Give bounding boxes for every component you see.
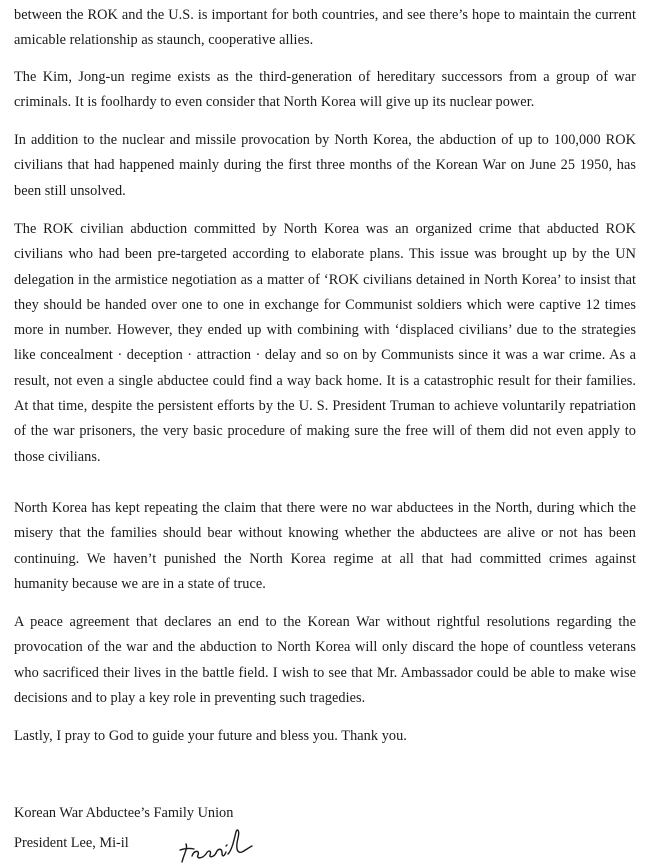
paragraph-alliance: between the ROK and the U.S. is important for both countries, and see there’s hope to maintain the current amicable relationship as staunch, cooperative allies. — [14, 7, 636, 49]
paragraph-abduction-intro: In addition to the nuclear and missile provocation by North Korea, the abduction of up to 100,000 ROK civilians that had happened mainly during the first three months of the Korean War on June 25 1950, has been still unsolved. — [14, 132, 636, 199]
paragraph-peace-agreement: A peace agreement that declares an end to the Korean War without rightful resolutions regarding the provocation of the war and the abduction to North Korea will only discard the hope of countless veterans who sacrificed their lives in the battle field. I wish to see that Mr. Ambassador could be able to make wise decisions and to play a key role in preventing such tragedies. — [14, 614, 636, 706]
paragraph-closing: Lastly, I pray to God to guide your future and bless you. Thank you. — [14, 728, 407, 744]
paragraph-civilian-abduction: The ROK civilian abduction committed by North Korea was an organized crime that abducted ROK civilians who had been pre-targeted according to elaborate plans. This issue was brought up by the UN delegation in the armistice negotiation as a matter of ‘ROK civilians detained in North Korea’ to insist that they should be handed over one to one in exchange for Communist soldiers which were captive 12 times more in number. However, they ended up with combining with ‘displaced civilians’ due to the strategies like concealment · deception · attraction · delay and so on by Communists since it was a war crime. As a result, not even a single abductee could find a way back home. It is a catastrophic result for their families. At that time, despite the persistent efforts by the U. S. President Truman to achieve voluntarily repatriation of the war prisoners, the very basic procedure of making sure the free will of them did not even apply to those civilians. — [14, 221, 636, 465]
signer-name: President Lee, Mi-il — [14, 835, 129, 851]
paragraph-north-korea-claim: North Korea has kept repeating the claim that there were no war abductees in the North, during which the misery that the families should bear without knowing whether the abductees are alive or not has been continuing. We haven’t punished the North Korea regime at all that had committed crimes against humanity because we are in a state of truce. — [14, 500, 636, 592]
handwritten-signature — [176, 826, 256, 866]
organization-name: Korean War Abductee’s Family Union — [14, 805, 234, 821]
paragraph-kim-regime: The Kim, Jong-un regime exists as the third-generation of hereditary successors from a group of war criminals. It is foolhardy to even consider that North Korea will give up its nuclear power. — [14, 69, 636, 111]
